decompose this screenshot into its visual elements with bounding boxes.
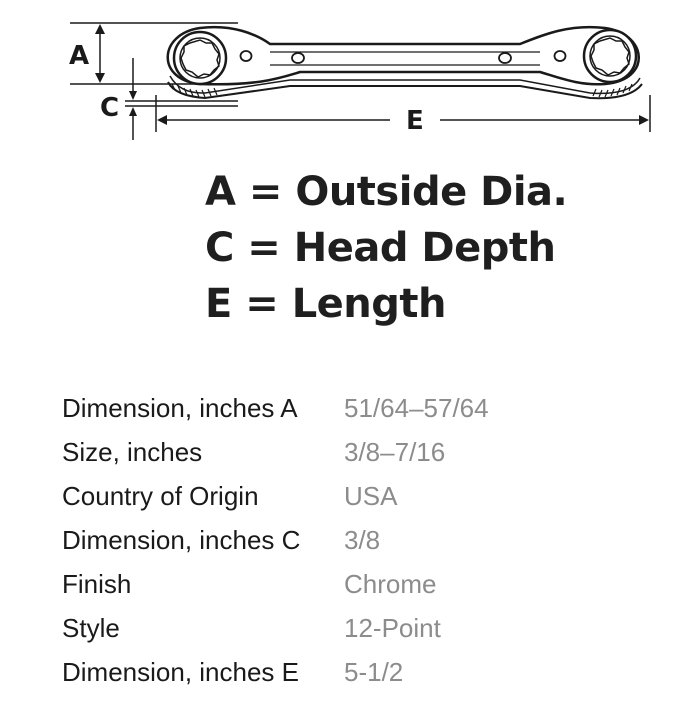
spec-row [62,430,662,474]
spec-label: Dimension, inches E [62,656,299,687]
dim-a-arrow-down [95,73,105,83]
spec-value: 51/64–57/64 [344,392,489,423]
dim-c-arrow-down [129,91,137,100]
wrench-illustration [0,0,676,150]
spec-table [62,386,662,694]
spec-row [62,518,662,562]
spec-label: Country of Origin [62,480,259,511]
spec-value: 3/8–7/16 [344,436,446,467]
spec-row [62,474,662,518]
legend-head-depth: C = Head Depth [205,225,556,271]
wrench-dimension-diagram [0,0,676,150]
spec-value: 12-Point [344,612,441,643]
dim-e-letter: E [406,106,424,136]
dim-c-letter: C [100,93,120,123]
legend-outside-dia: A = Outside Dia. [205,169,568,215]
spec-label: Size, inches [62,436,203,467]
spec-value: 3/8 [344,524,381,555]
spec-row [62,606,662,650]
spec-label: Finish [62,568,132,599]
wrench-body [168,27,642,98]
spec-value: Chrome [344,568,437,599]
spec-label: Dimension, inches C [62,524,301,555]
spec-value: USA [344,480,398,511]
spec-value: 5-1/2 [344,656,404,687]
dim-e-arrow-right [639,115,649,125]
spec-label: Style [62,612,120,643]
dim-c-arrow-up [129,107,137,116]
legend-length: E = Length [205,281,447,327]
spec-label: Dimension, inches A [62,392,298,423]
spec-row [62,650,662,694]
dimension-legend [205,164,665,332]
dim-a-letter: A [69,41,90,71]
spec-row [62,562,662,606]
dim-e-arrow-left [157,115,167,125]
spec-row [62,386,662,430]
dim-a-arrow-up [95,24,105,34]
